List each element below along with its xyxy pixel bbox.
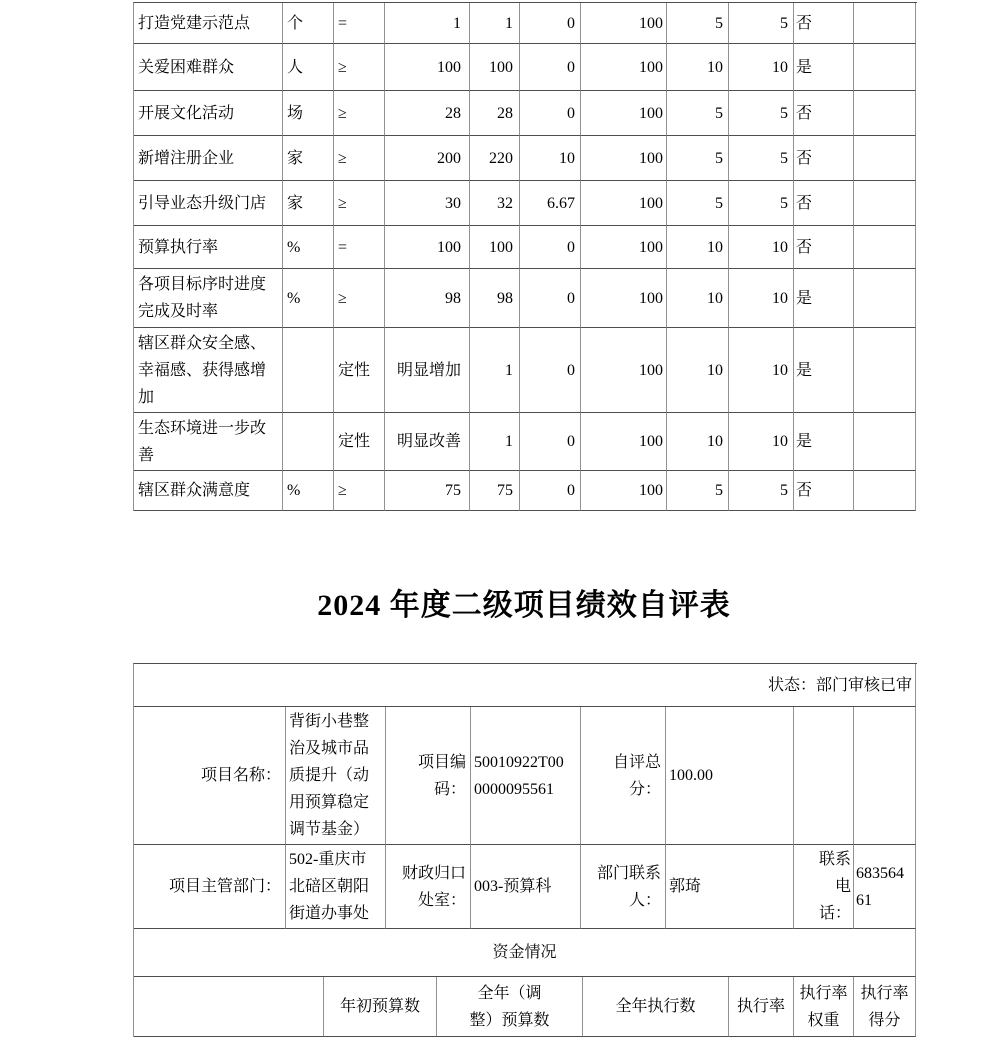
weight-cell: 10 <box>667 226 729 269</box>
phone-value: 68356461 <box>856 864 904 909</box>
indicator-name-cell: 关爱困难群众 <box>134 44 283 91</box>
completion-rate-cell: 100 <box>581 91 667 136</box>
indicator-row <box>134 471 917 511</box>
indicator-row <box>134 91 917 136</box>
actual-value-cell: 32 <box>470 181 520 226</box>
note-cell <box>854 328 916 413</box>
funds-header-cell <box>729 977 794 1037</box>
unit-cell: 人 <box>283 44 334 91</box>
funds-header-label: 全年执行数 <box>615 998 696 1015</box>
weight-cell: 10 <box>667 328 729 413</box>
deviation-rate-cell: 0 <box>520 3 581 44</box>
unit-cell: 家 <box>283 181 334 226</box>
funds-header-cell <box>794 977 854 1037</box>
deviation-rate-cell: 0 <box>520 471 581 511</box>
note-cell <box>854 181 916 226</box>
indicator-name-cell: 辖区群众满意度 <box>134 471 283 511</box>
comparison-operator-cell: 定性 <box>334 328 385 413</box>
weight-cell: 5 <box>667 181 729 226</box>
deviation-flag-cell: 否 <box>794 471 854 511</box>
funds-header-label: 执行率权重 <box>799 984 848 1029</box>
phone-label-cell <box>794 845 854 929</box>
target-value-cell: 100 <box>385 226 470 269</box>
comparison-operator-cell: ≥ <box>334 91 385 136</box>
comparison-operator-cell: ≥ <box>334 269 385 328</box>
target-value-cell: 1 <box>385 3 470 44</box>
completion-rate-cell: 100 <box>581 226 667 269</box>
completion-rate-cell: 100 <box>581 328 667 413</box>
status-text: 状态：部门审核已审 <box>134 664 916 707</box>
indicator-row <box>134 226 917 269</box>
comparison-operator-cell: 定性 <box>334 413 385 471</box>
score-cell: 5 <box>729 91 794 136</box>
dept-value: 502-重庆市北碚区朝阳街道办事处 <box>286 845 386 929</box>
project-summary-table <box>133 663 917 1037</box>
weight-cell: 10 <box>667 413 729 471</box>
actual-value-cell: 100 <box>470 44 520 91</box>
deviation-rate-cell: 0 <box>520 226 581 269</box>
actual-value-cell: 1 <box>470 328 520 413</box>
weight-cell: 5 <box>667 3 729 44</box>
note-cell <box>854 91 916 136</box>
indicator-row <box>134 136 917 181</box>
actual-value-cell: 100 <box>470 226 520 269</box>
deviation-rate-cell: 0 <box>520 328 581 413</box>
unit-cell <box>283 328 334 413</box>
unit-cell: 家 <box>283 136 334 181</box>
actual-value-cell: 220 <box>470 136 520 181</box>
deviation-flag-cell: 是 <box>794 44 854 91</box>
target-value-cell: 75 <box>385 471 470 511</box>
indicator-row <box>134 44 917 91</box>
self-score-value: 100.00 <box>666 707 794 845</box>
funds-header-label: 全年（调整）预算数 <box>469 984 550 1029</box>
project-dept-row <box>134 845 917 929</box>
weight-cell: 5 <box>667 91 729 136</box>
comparison-operator-cell: ≥ <box>334 136 385 181</box>
note-cell <box>854 226 916 269</box>
actual-value-cell: 75 <box>470 471 520 511</box>
dept-label: 项目主管部门： <box>134 845 286 929</box>
indicator-name-cell: 生态环境进一步改善 <box>134 413 283 471</box>
indicator-name-cell: 预算执行率 <box>134 226 283 269</box>
finance-office-value: 003-预算科 <box>471 845 581 929</box>
indicator-row <box>134 3 917 44</box>
actual-value-cell: 1 <box>470 3 520 44</box>
comparison-operator-cell: ≥ <box>334 181 385 226</box>
funds-header-label: 执行率 <box>736 998 785 1015</box>
deviation-flag-cell: 否 <box>794 181 854 226</box>
indicator-row <box>134 181 917 226</box>
note-cell <box>854 136 916 181</box>
empty-cell <box>854 707 916 845</box>
funds-header-label: 年初预算数 <box>339 998 420 1015</box>
indicator-row <box>134 269 917 328</box>
comparison-operator-cell: ≥ <box>334 44 385 91</box>
weight-cell: 10 <box>667 269 729 328</box>
document-title: 2024 年度二级项目绩效自评表 <box>317 589 731 622</box>
target-value-cell: 100 <box>385 44 470 91</box>
actual-value-cell: 28 <box>470 91 520 136</box>
score-cell: 5 <box>729 181 794 226</box>
indicator-name-cell: 开展文化活动 <box>134 91 283 136</box>
deviation-flag-cell: 否 <box>794 3 854 44</box>
finance-office-label: 财政归口处室： <box>386 845 471 929</box>
project-name-label: 项目名称： <box>134 707 286 845</box>
completion-rate-cell: 100 <box>581 136 667 181</box>
deviation-flag-cell: 是 <box>794 328 854 413</box>
score-cell: 10 <box>729 413 794 471</box>
funds-header-cell <box>583 977 729 1037</box>
weight-cell: 5 <box>667 136 729 181</box>
contact-value: 郭琦 <box>666 845 794 929</box>
unit-cell: 个 <box>283 3 334 44</box>
deviation-rate-cell: 0 <box>520 91 581 136</box>
indicator-name-cell: 各项目标序时进度完成及时率 <box>134 269 283 328</box>
note-cell <box>854 3 916 44</box>
note-cell <box>854 269 916 328</box>
target-value-cell: 明显改善 <box>385 413 470 471</box>
actual-value-cell: 1 <box>470 413 520 471</box>
target-value-cell: 明显增加 <box>385 328 470 413</box>
unit-cell: % <box>283 269 334 328</box>
completion-rate-cell: 100 <box>581 413 667 471</box>
unit-cell: % <box>283 471 334 511</box>
completion-rate-cell: 100 <box>581 3 667 44</box>
completion-rate-cell: 100 <box>581 44 667 91</box>
indicator-name-cell: 辖区群众安全感、幸福感、获得感增加 <box>134 328 283 413</box>
target-value-cell: 28 <box>385 91 470 136</box>
indicator-table <box>133 2 917 511</box>
project-code-cell <box>471 707 581 845</box>
actual-value-cell: 98 <box>470 269 520 328</box>
deviation-rate-cell: 0 <box>520 269 581 328</box>
completion-rate-cell: 100 <box>581 181 667 226</box>
completion-rate-cell: 100 <box>581 269 667 328</box>
target-value-cell: 98 <box>385 269 470 328</box>
funds-section-title: 资金情况 <box>134 929 916 977</box>
score-cell: 10 <box>729 226 794 269</box>
empty-cell <box>794 707 854 845</box>
deviation-rate-cell: 0 <box>520 413 581 471</box>
score-cell: 10 <box>729 44 794 91</box>
deviation-flag-cell: 是 <box>794 269 854 328</box>
unit-cell: 场 <box>283 91 334 136</box>
phone-value-cell <box>854 845 916 929</box>
deviation-rate-cell: 0 <box>520 44 581 91</box>
target-value-cell: 30 <box>385 181 470 226</box>
project-name-value: 背街小巷整治及城市品质提升（动用预算稳定调节基金） <box>286 707 386 845</box>
deviation-flag-cell: 否 <box>794 136 854 181</box>
indicator-name-cell: 打造党建示范点 <box>134 3 283 44</box>
indicator-row <box>134 328 917 413</box>
project-name-row <box>134 707 917 845</box>
note-cell <box>854 44 916 91</box>
deviation-flag-cell: 否 <box>794 91 854 136</box>
contact-label: 部门联系人： <box>581 845 666 929</box>
project-code-value: 50010922T000000095561 <box>474 753 564 798</box>
deviation-flag-cell: 是 <box>794 413 854 471</box>
indicator-row <box>134 413 917 471</box>
status-row <box>134 664 917 707</box>
score-cell: 10 <box>729 269 794 328</box>
deviation-flag-cell: 否 <box>794 226 854 269</box>
deviation-rate-cell: 6.67 <box>520 181 581 226</box>
funds-header-cell <box>437 977 583 1037</box>
funds-header-label: 执行率得分 <box>860 984 909 1029</box>
weight-cell: 5 <box>667 471 729 511</box>
funds-header-row <box>134 977 917 1037</box>
deviation-rate-cell: 10 <box>520 136 581 181</box>
funds-section-row <box>134 929 917 977</box>
comparison-operator-cell: = <box>334 3 385 44</box>
funds-header-cell <box>134 977 324 1037</box>
score-cell: 5 <box>729 136 794 181</box>
comparison-operator-cell: = <box>334 226 385 269</box>
funds-header-cell <box>854 977 916 1037</box>
indicator-name-cell: 新增注册企业 <box>134 136 283 181</box>
target-value-cell: 200 <box>385 136 470 181</box>
weight-cell: 10 <box>667 44 729 91</box>
unit-cell <box>283 413 334 471</box>
note-cell <box>854 413 916 471</box>
unit-cell: % <box>283 226 334 269</box>
comparison-operator-cell: ≥ <box>334 471 385 511</box>
score-cell: 5 <box>729 471 794 511</box>
self-score-label: 自评总分： <box>581 707 666 845</box>
score-cell: 5 <box>729 3 794 44</box>
project-code-label: 项目编码： <box>386 707 471 845</box>
score-cell: 10 <box>729 328 794 413</box>
note-cell <box>854 471 916 511</box>
indicator-name-cell: 引导业态升级门店 <box>134 181 283 226</box>
phone-label: 联系电话： <box>818 851 851 922</box>
funds-header-cell <box>324 977 437 1037</box>
completion-rate-cell: 100 <box>581 471 667 511</box>
